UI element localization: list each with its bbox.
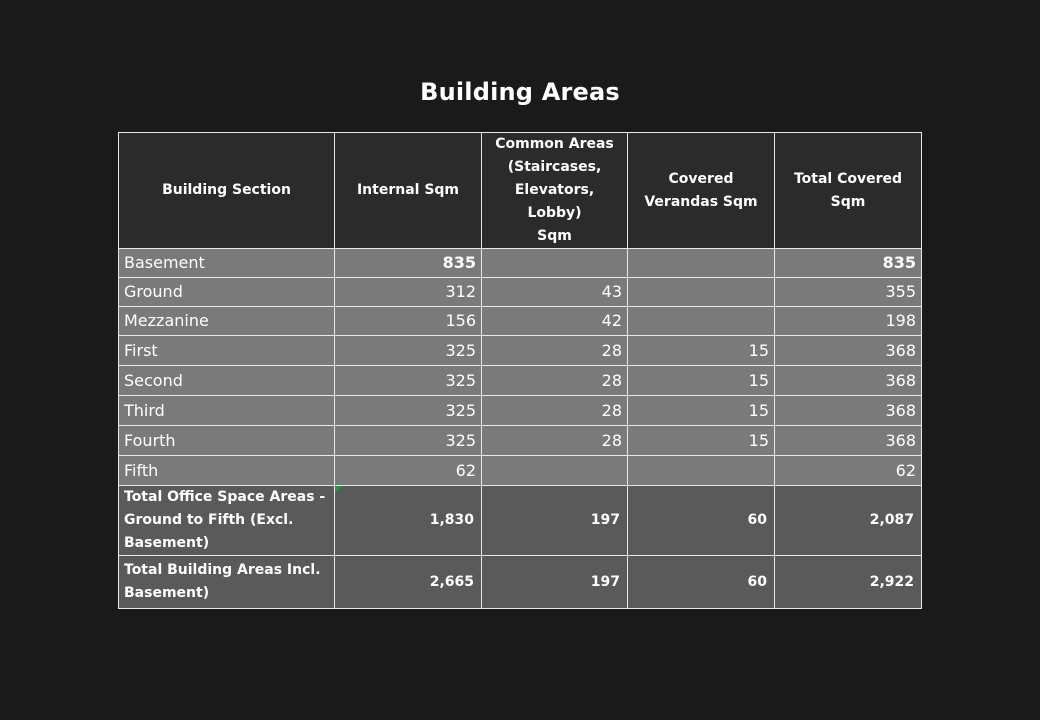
cell-verandas: 60 [628,556,775,609]
cell-verandas [628,307,775,336]
cell-section: Second [119,366,335,396]
cell-common: 28 [482,336,628,366]
cell-total: 62 [775,456,922,486]
table-row-third [119,396,922,426]
cell-internal: 2,665 [335,556,482,609]
cell-total: 368 [775,336,922,366]
cell-total: 368 [775,426,922,456]
cell-section: Fifth [119,456,335,486]
cell-total: 835 [775,249,922,278]
cell-internal [335,486,482,556]
cell-internal: 325 [335,366,482,396]
table-row-basement [119,249,922,278]
table-row-fourth [119,426,922,456]
header-building-section: Building Section [119,133,335,249]
cell-total: 368 [775,396,922,426]
cell-verandas: 15 [628,426,775,456]
table-row-mezzanine [119,307,922,336]
cell-verandas: 15 [628,336,775,366]
table-row-first [119,336,922,366]
cell-section: Third [119,396,335,426]
cell-total: 355 [775,278,922,307]
cell-internal: 325 [335,426,482,456]
building-areas-table [118,132,922,609]
cell-internal: 325 [335,336,482,366]
header-internal-sqm: Internal Sqm [335,133,482,249]
cell-common: 42 [482,307,628,336]
cell-verandas [628,278,775,307]
cell-internal: 325 [335,396,482,426]
cell-internal: 156 [335,307,482,336]
header-total-covered: Total Covered Sqm [775,133,922,249]
header-common-areas: Common Areas (Staircases, Elevators, Lobby) Sqm [482,133,628,249]
table-row-second [119,366,922,396]
cell-section: Basement [119,249,335,278]
cell-internal: 835 [335,249,482,278]
cell-internal: 62 [335,456,482,486]
page-title: Building Areas [420,78,620,106]
cell-internal-value: 1,830 [429,512,474,528]
cell-common: 28 [482,426,628,456]
cell-section: Total Office Space Areas - Ground to Fifth (Excl. Basement) [119,486,335,556]
cell-common: 28 [482,396,628,426]
cell-section: Total Building Areas Incl. Basement) [119,556,335,609]
cell-verandas: 15 [628,366,775,396]
table-header-row [119,133,922,249]
cell-total: 198 [775,307,922,336]
cell-verandas: 15 [628,396,775,426]
cell-section: Mezzanine [119,307,335,336]
cell-common: 197 [482,556,628,609]
cell-section: Ground [119,278,335,307]
header-covered-verandas: Covered Verandas Sqm [628,133,775,249]
cell-total: 2,087 [775,486,922,556]
cell-total: 2,922 [775,556,922,609]
cell-common [482,456,628,486]
cell-common [482,249,628,278]
cell-common: 197 [482,486,628,556]
cell-common: 43 [482,278,628,307]
cell-verandas: 60 [628,486,775,556]
table-row-total-office [119,486,922,556]
table-row-fifth [119,456,922,486]
cell-verandas [628,456,775,486]
table-row-ground [119,278,922,307]
comment-marker-icon [335,486,342,493]
cell-internal: 312 [335,278,482,307]
cell-section: First [119,336,335,366]
table-row-total-building [119,556,922,609]
cell-verandas [628,249,775,278]
cell-section: Fourth [119,426,335,456]
cell-common: 28 [482,366,628,396]
cell-total: 368 [775,366,922,396]
